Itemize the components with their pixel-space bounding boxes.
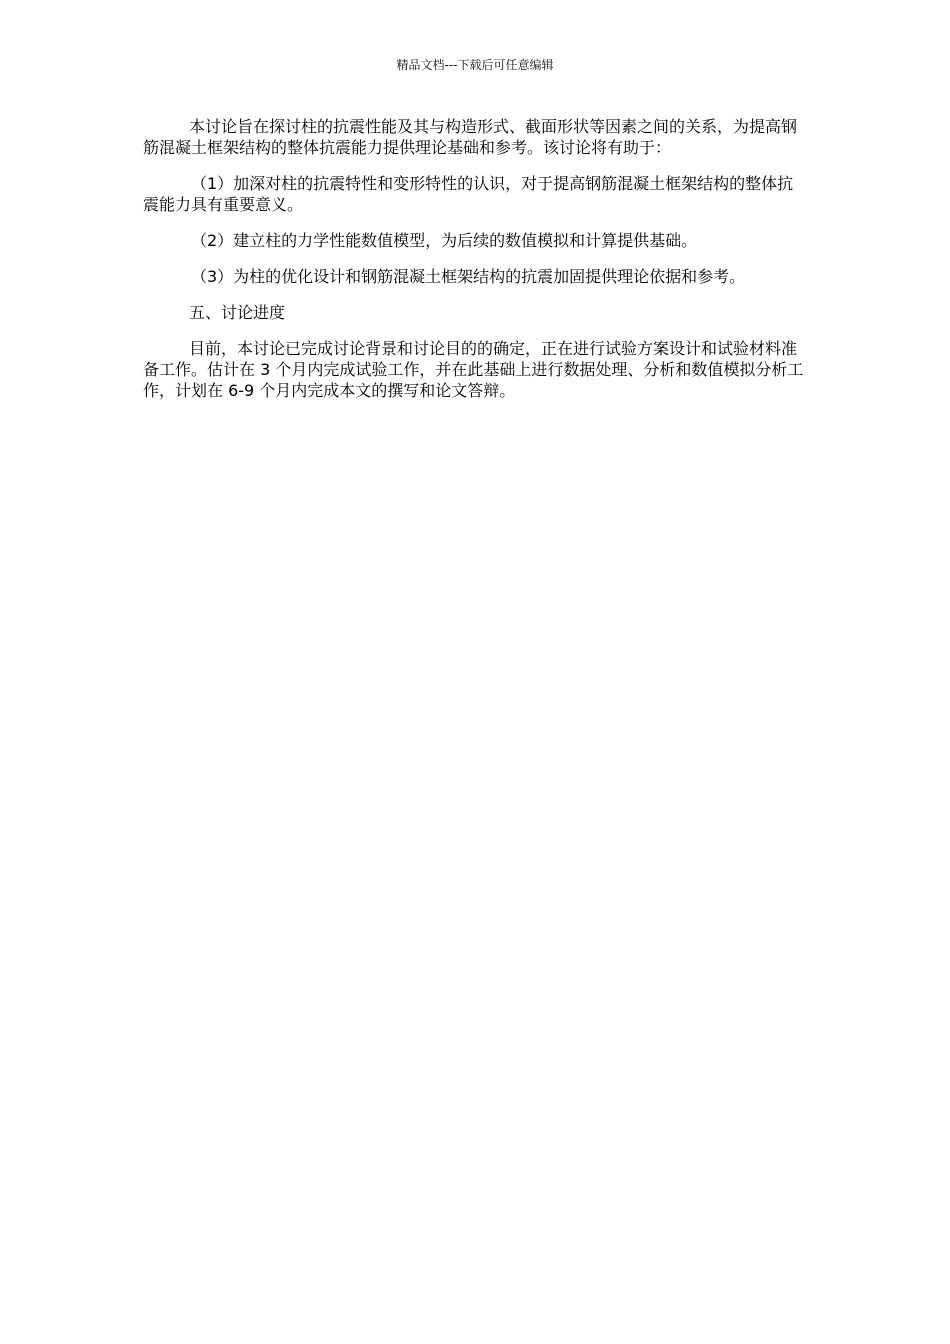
progress-paragraph: 目前，本讨论已完成讨论背景和讨论目的的确定，正在进行试验方案设计和试验材料准备工作。估计在 3 个月内完成试验工作，并在此基础上进行数据处理、分析和数值模拟分析工作，计划在 6-9 个月内完成本文的撰写和论文答辩。 bbox=[143, 339, 804, 400]
section-heading: 五、讨论进度 bbox=[189, 303, 286, 322]
page-header: 精品文档---下载后可任意编辑 bbox=[396, 58, 554, 72]
list-item-1: （1）加深对柱的抗震特性和变形特性的认识，对于提高钢筋混凝土框架结构的整体抗震能力具有重要意义。 bbox=[143, 174, 794, 214]
intro-paragraph: 本讨论旨在探讨柱的抗震性能及其与构造形式、截面形状等因素之间的关系，为提高钢筋混凝土框架结构的整体抗震能力提供理论基础和参考。该讨论将有助于： bbox=[143, 117, 798, 157]
document-body bbox=[143, 116, 805, 401]
list-item-2: （2）建立柱的力学性能数值模型，为后续的数值模拟和计算提供基础。 bbox=[191, 231, 698, 250]
list-item-3: （3）为柱的优化设计和钢筋混凝土框架结构的抗震加固提供理论依据和参考。 bbox=[191, 267, 746, 286]
